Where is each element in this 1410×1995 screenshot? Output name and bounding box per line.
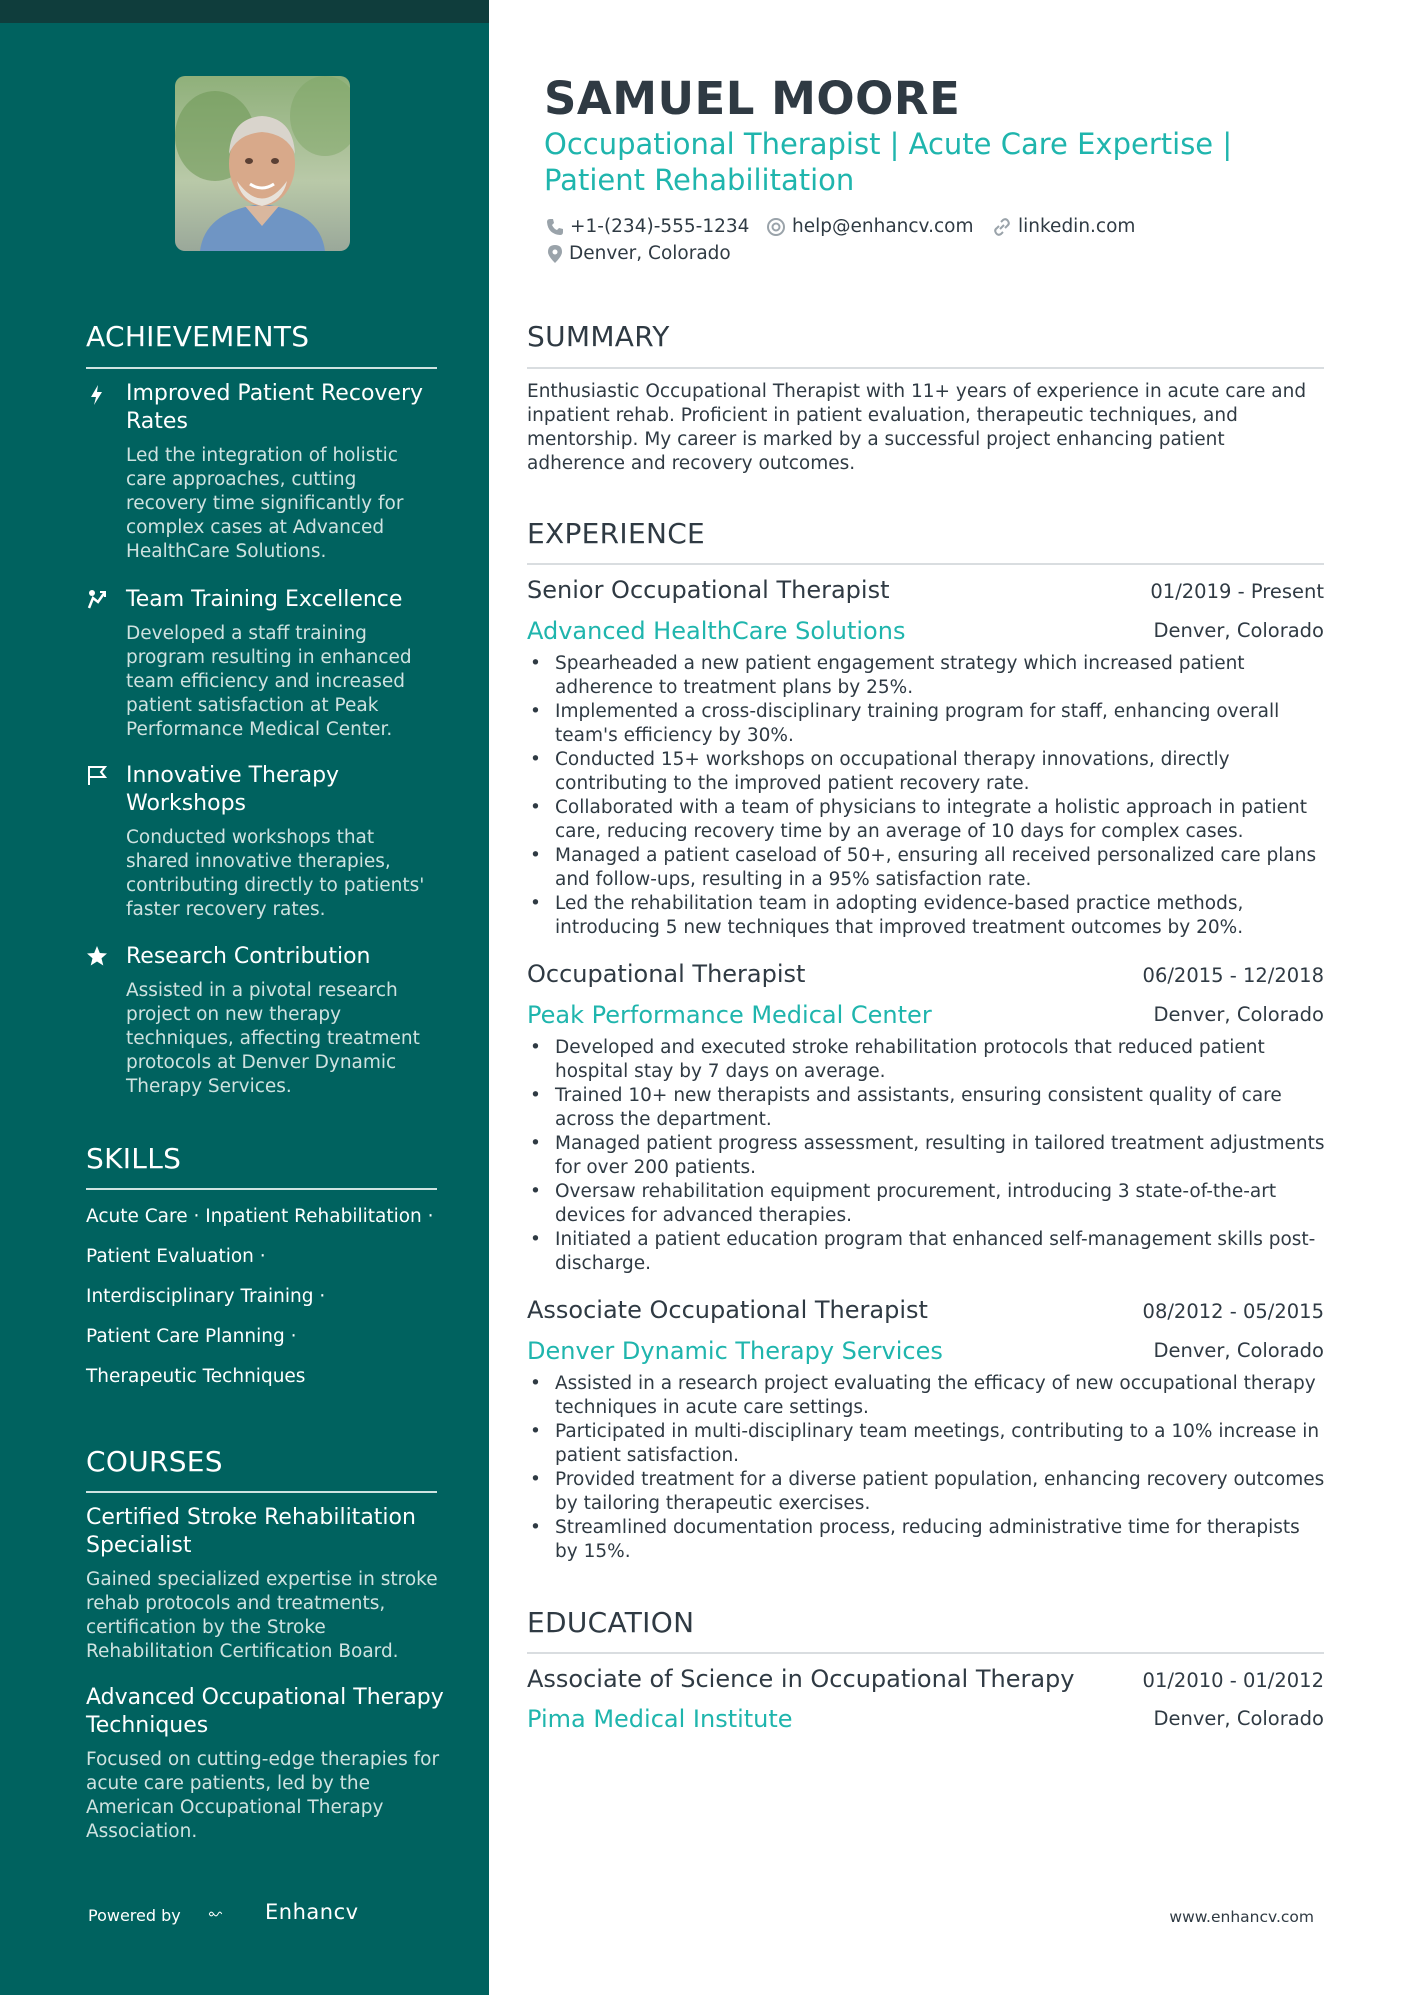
skill-line: Patient Evaluation · [86, 1246, 266, 1267]
achievement-title: Innovative Therapy Workshops [126, 763, 340, 816]
bullet-item: • Collaborated with a team of physicians to integrate a holistic approach in patient care, reducing recovery time by an average of 10 days for complex cases. [527, 796, 1327, 844]
job-location: Denver, Colorado [1153, 1003, 1324, 1026]
link-icon [992, 217, 1012, 237]
at-icon [766, 217, 786, 237]
bullet-item: • Conducted 15+ workshops on occupational therapy innovations, directly contributing to the improved patient recovery rate. [527, 748, 1327, 796]
achievements-heading: ACHIEVEMENTS [86, 320, 310, 353]
portrait-image [175, 76, 350, 251]
headline-line: Occupational Therapist | Acute Care Expertise | [544, 127, 1233, 161]
job-title: Senior Occupational Therapist [527, 576, 890, 604]
achievement-title: Team Training Excellence [126, 587, 403, 612]
job-company: Denver Dynamic Therapy Services [527, 1337, 943, 1365]
skill-line: Therapeutic Techniques [86, 1366, 306, 1387]
bullet-item: • Trained 10+ new therapists and assistants, ensuring consistent quality of care across the department. [527, 1084, 1327, 1132]
candidate-name: SAMUEL MOORE [544, 72, 961, 125]
sidebar [0, 0, 489, 1995]
bullet-item: • Participated in multi-disciplinary team meetings, contributing to a 10% increase in patient satisfaction. [527, 1420, 1327, 1468]
education-heading: EDUCATION [527, 1606, 695, 1639]
summary-text: Enthusiastic Occupational Therapist with 11+ years of experience in acute care and inpatient rehab. Proficient in patient evaluation, therapeutic techniques, and mentorship. My career is marked by a successful project enhancing patient adherence and recovery outcomes. [527, 381, 1307, 474]
school-location: Denver, Colorado [1153, 1707, 1324, 1730]
skill-line: Interdisciplinary Training · [86, 1286, 326, 1307]
team-icon [86, 588, 108, 610]
job-title: Occupational Therapist [527, 960, 806, 988]
summary-heading: SUMMARY [527, 320, 670, 353]
enhancv-logo-icon [208, 1898, 258, 1930]
job-company: Advanced HealthCare Solutions [527, 617, 906, 645]
job-bullets [527, 1372, 1327, 1564]
courses-divider [86, 1491, 437, 1493]
star-icon [86, 945, 108, 967]
achievement-description: Developed a staff training program resulting in enhanced team efficiency and increased patient satisfaction at Peak Performance Medical Center. [126, 623, 412, 740]
phone-contact[interactable] [546, 216, 749, 237]
achievement-description: Conducted workshops that shared innovative therapies, contributing directly to patients' faster recovery rates. [126, 827, 425, 920]
sidebar-top-bar [0, 0, 489, 23]
bullet-item: • Implemented a cross-disciplinary training program for staff, enhancing overall team's efficiency by 30%. [527, 700, 1327, 748]
summary-divider [527, 367, 1324, 369]
job-dates: 01/2019 - Present [1150, 580, 1324, 603]
bullet-item: • Assisted in a research project evaluating the efficacy of new occupational therapy techniques in acute care settings. [527, 1372, 1327, 1420]
job-dates: 08/2012 - 05/2015 [1142, 1300, 1324, 1323]
bullet-item: • Oversaw rehabilitation equipment procurement, introducing 3 state-of-the-art devices for advanced therapies. [527, 1180, 1327, 1228]
bullet-item: • Developed and executed stroke rehabilitation protocols that reduced patient hospital stay by 7 days on average. [527, 1036, 1327, 1084]
bullet-item: • Spearheaded a new patient engagement strategy which increased patient adherence to treatment plans by 25%. [527, 652, 1327, 700]
school-name: Pima Medical Institute [527, 1705, 793, 1733]
job-title: Associate Occupational Therapist [527, 1296, 928, 1324]
email-contact[interactable] [766, 216, 973, 237]
course-description: Gained specialized expertise in stroke rehab protocols and treatments, certification by the Stroke Rehabilitation Certification Board. [86, 1569, 438, 1662]
location-pin-icon [547, 244, 563, 264]
bullet-item: • Initiated a patient education program that enhanced self-management skills post-discharge. [527, 1228, 1327, 1276]
profile-photo [175, 76, 350, 251]
bullet-item: • Managed a patient caseload of 50+, ensuring all received personalized care plans and follow-ups, resulting in a 95% satisfaction rate. [527, 844, 1327, 892]
lightning-icon [86, 384, 108, 406]
bullet-item: • Provided treatment for a diverse patient population, enhancing recovery outcomes by tailoring therapeutic exercises. [527, 1468, 1327, 1516]
job-company: Peak Performance Medical Center [527, 1001, 932, 1029]
bullet-item: • Streamlined documentation process, reducing administrative time for therapists by 15%. [527, 1516, 1327, 1564]
job-bullets [527, 1036, 1327, 1276]
skill-line: Acute Care · Inpatient Rehabilitation · [86, 1206, 434, 1227]
bullet-item: • Managed patient progress assessment, resulting in tailored treatment adjustments for over 200 patients. [527, 1132, 1327, 1180]
achievements-divider [86, 367, 437, 369]
enhancv-brand: Enhancv [265, 1900, 359, 1924]
achievement-title: Research Contribution [126, 944, 371, 969]
linkedin-text: linkedin.com [1018, 216, 1136, 237]
skills-divider [86, 1188, 437, 1190]
achievement-description: Led the integration of holistic care approaches, cutting recovery time significantly for complex cases at Advanced HealthCare Solutions. [126, 445, 404, 562]
education-divider [527, 1652, 1324, 1654]
skill-line: Patient Care Planning · [86, 1326, 297, 1347]
achievement-description: Assisted in a pivotal research project on new therapy techniques, affecting treatment protocols at Denver Dynamic Therapy Services. [126, 980, 420, 1097]
job-location: Denver, Colorado [1153, 619, 1324, 642]
skills-heading: SKILLS [86, 1142, 182, 1175]
course-title: Advanced Occupational Therapy Techniques [86, 1685, 444, 1738]
course-description: Focused on cutting-edge therapies for acute care patients, led by the American Occupational Therapy Association. [86, 1749, 440, 1842]
flag-icon [86, 764, 108, 786]
bullet-item: • Led the rehabilitation team in adopting evidence-based practice methods, introducing 5 new techniques that improved treatment outcomes by 20%. [527, 892, 1327, 940]
phone-icon [546, 218, 564, 236]
experience-heading: EXPERIENCE [527, 517, 706, 550]
powered-by-label: Powered by [88, 1906, 181, 1925]
education-dates: 01/2010 - 01/2012 [1142, 1669, 1324, 1692]
linkedin-contact[interactable] [992, 216, 1135, 237]
degree-title: Associate of Science in Occupational Therapy [527, 1665, 1075, 1693]
job-location: Denver, Colorado [1153, 1339, 1324, 1362]
email-text: help@enhancv.com [792, 216, 974, 237]
headline [544, 126, 1264, 198]
location-text: Denver, Colorado [569, 243, 731, 264]
course-title: Certified Stroke Rehabilitation Specialist [86, 1505, 416, 1558]
location-contact [547, 243, 731, 264]
experience-divider [527, 563, 1324, 565]
skills-list [86, 1197, 456, 1397]
headline-line: Patient Rehabilitation [544, 163, 855, 197]
job-bullets [527, 652, 1327, 940]
job-dates: 06/2015 - 12/2018 [1142, 964, 1324, 987]
phone-text: +1-(234)-555-1234 [570, 216, 750, 237]
courses-heading: COURSES [86, 1445, 223, 1478]
footer-url[interactable]: www.enhancv.com [1169, 1908, 1314, 1926]
achievement-title: Improved Patient Recovery Rates [126, 381, 424, 434]
